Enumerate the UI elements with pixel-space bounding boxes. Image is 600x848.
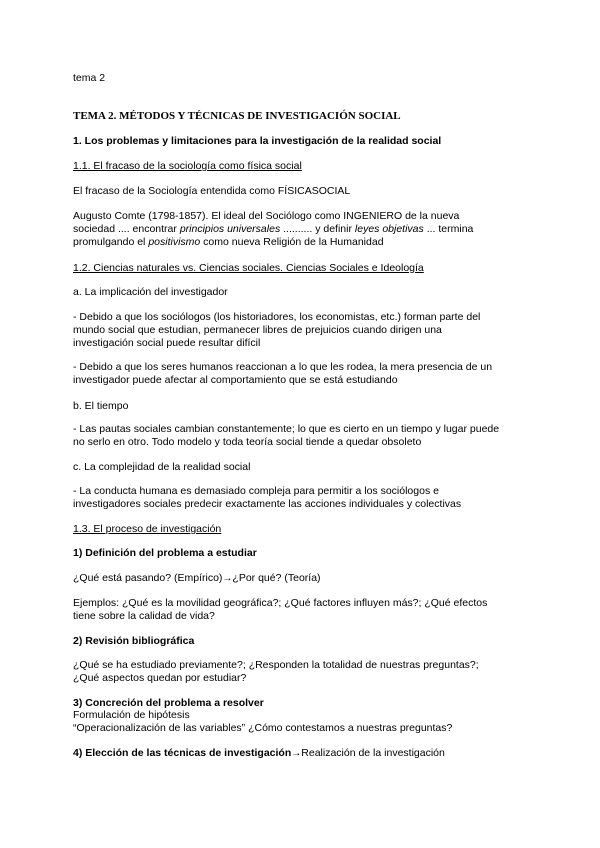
item-b-label: b. El tiempo — [73, 400, 129, 412]
question-empirico: ¿Qué está pasando? (Empírico) — [73, 572, 223, 584]
step-3-line-2: “Operacionalización de las variables” ¿Cómo contestamos a nuestras preguntas? — [73, 722, 453, 734]
comte-line-3-a: promulgando el — [73, 236, 149, 248]
text-line: no serlo en otro. Todo modelo y toda teoría social tiende a quedar obsoleto — [73, 436, 422, 448]
item-a-label: a. La implicación del investigador — [73, 286, 228, 298]
page-header: tema 2 — [73, 72, 106, 84]
item-c-label: c. La complejidad de la realidad social — [73, 461, 251, 473]
step-1-heading: 1) Definición del problema a estudiar — [73, 547, 257, 559]
text-line: tiene sobre la calidad de vida? — [73, 610, 215, 622]
step-1-questions — [73, 572, 543, 585]
comte-line-3-c: como nueva Religión de la Humanidad — [200, 236, 384, 248]
comte-line-2-a: sociedad .... encontrar — [73, 223, 180, 235]
subsection-1-2-heading: 1.2. Ciencias naturales vs. Ciencias sociales. Ciencias Sociales e Ideología — [73, 262, 424, 274]
step-4-line — [73, 747, 543, 760]
step-2-paragraph — [73, 659, 543, 685]
step-2-heading: 2) Revisión bibliográfica — [73, 635, 195, 647]
document-title: TEMA 2. MÉTODOS Y TÉCNICAS DE INVESTIGACIÓN SOCIAL — [73, 110, 401, 122]
text-line: investigación social puede resultar difícil — [73, 337, 261, 349]
text-line: investigadores sociales predecir exactamente las acciones individuales y colectivas — [73, 498, 462, 510]
step-4-heading: 4) Elección de las técnicas de investigación — [73, 747, 292, 759]
subsection-1-3-heading: 1.3. El proceso de investigación — [73, 523, 222, 535]
comte-line-2-e: ... termina — [423, 223, 474, 235]
item-b-paragraph — [73, 423, 543, 449]
paragraph-fracaso: El fracaso de la Sociología entendida como FÍSICASOCIAL — [73, 185, 351, 197]
section-1-heading: 1. Los problemas y limitaciones para la investigación de la realidad social — [73, 135, 442, 147]
subsection-1-1-heading: 1.1. El fracaso de la sociología como física social — [73, 160, 302, 172]
comte-line-2 — [73, 223, 543, 236]
text-line: - Debido a que los sociólogos (los historiadores, los economistas, etc.) forman parte del — [73, 311, 481, 323]
right-arrow-icon: → — [222, 573, 233, 584]
comte-line-1: Augusto Comte (1798-1857). El ideal del Sociólogo como INGENIERO de la nueva — [73, 210, 460, 222]
step-3-line-1: Formulación de hipótesis — [73, 709, 190, 721]
emphasis-principios: principios universales — [179, 223, 281, 235]
text-line: investigador puede afectar al comportamiento que se está estudiando — [73, 374, 398, 386]
item-a-paragraph-2 — [73, 361, 543, 387]
text-line: Ejemplos: ¿Qué es la movilidad geográfica?; ¿Qué factores influyen más?; ¿Qué efectos — [73, 597, 488, 609]
emphasis-positivismo: positivismo — [148, 236, 201, 248]
step-1-examples — [73, 597, 543, 623]
step-4-tail: Realización de la investigación — [301, 747, 445, 759]
item-a-paragraph-1 — [73, 311, 543, 350]
text-line: ¿Qué se ha estudiado previamente?; ¿Responden la totalidad de nuestras preguntas?; — [73, 659, 479, 671]
text-line: - Debido a que los seres humanos reaccionan a lo que les rodea, la mera presencia de un — [73, 361, 493, 373]
text-line: ¿Qué aspectos quedan por estudiar? — [73, 672, 247, 684]
text-line: - La conducta humana es demasiado compleja para permitir a los sociólogos e — [73, 485, 439, 497]
text-line: mundo social que estudian, permanecer libres de prejuicios cuando dirigen una — [73, 324, 442, 336]
step-3-heading: 3) Concreción del problema a resolver — [73, 697, 264, 709]
right-arrow-icon: → — [291, 748, 302, 759]
comte-line-3 — [73, 236, 543, 249]
text-line: - Las pautas sociales cambian constantemente; lo que es cierto en un tiempo y lugar puede — [73, 423, 500, 435]
item-c-paragraph — [73, 485, 543, 511]
emphasis-leyes: leyes objetivas — [354, 223, 424, 235]
comte-line-2-c: .......... y definir — [280, 223, 355, 235]
question-teoria: ¿Por qué? (Teoría) — [232, 572, 321, 584]
paragraph-comte — [73, 210, 543, 249]
